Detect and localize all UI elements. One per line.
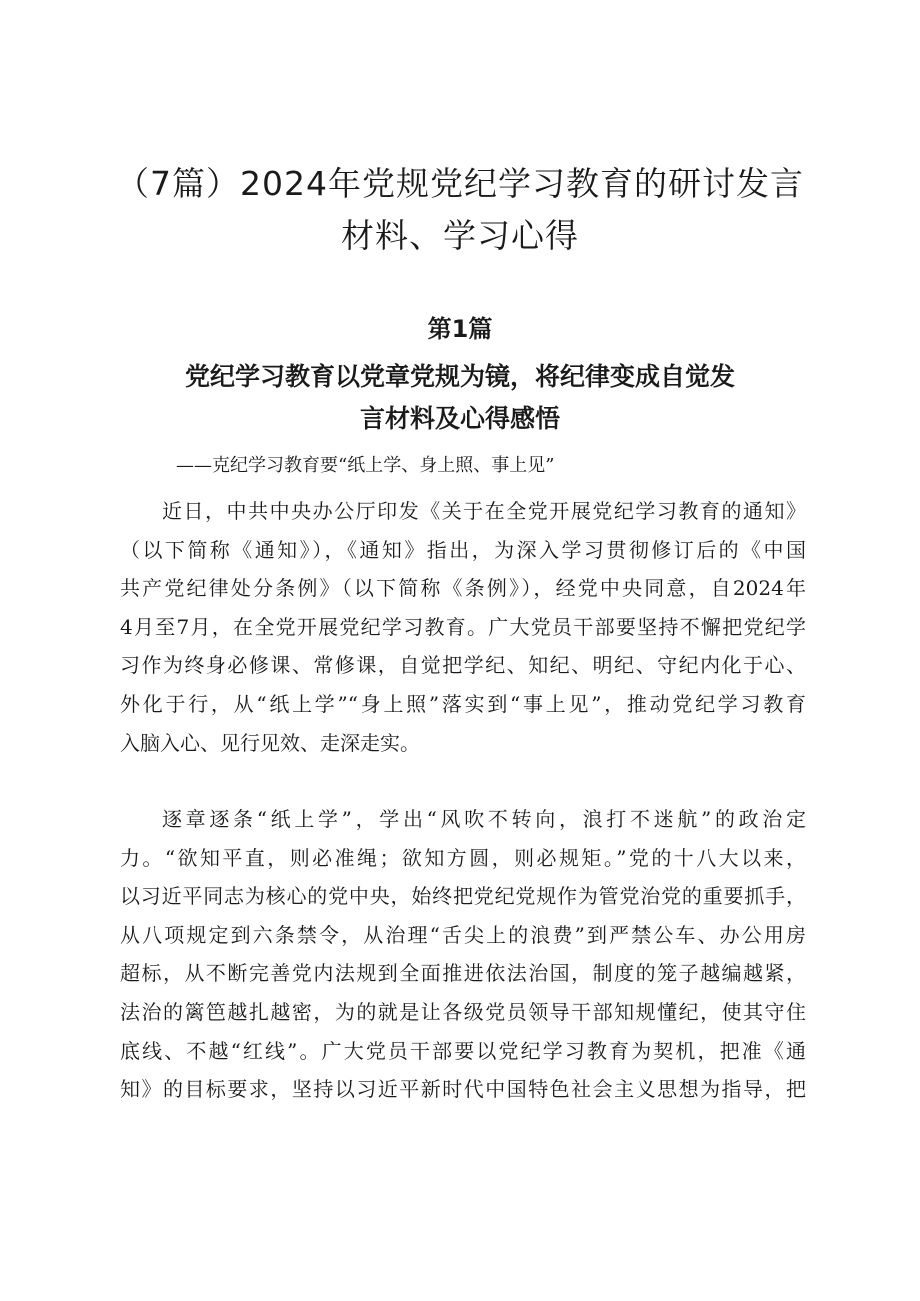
article-title-line-2: 言材料及心得感悟 [359, 404, 560, 433]
paragraph-line: 知》的目标要求，坚持以习近平新时代中国特色社会主义思想为指导，把 [120, 1077, 806, 1102]
paragraph-line: 力。“欲知平直，则必准绳；欲知方圆，则必规矩。”党的十八大以来， [120, 845, 806, 870]
paragraph-line: 4月至7月，在全党开展党纪学习教育。广大党员干部要坚持不懈把党纪学 [120, 614, 806, 639]
paragraph-line: 从八项规定到六条禁令，从治理“舌尖上的浪费”到严禁公车、办公用房 [120, 922, 806, 947]
paragraph-line: 底线、不越“红线”。广大党员干部要以党纪学习教育为契机，把准《通 [120, 1038, 806, 1063]
article-number: 第1篇 [427, 315, 493, 343]
paragraph-line: 近日，中共中央办公厅印发《关于在全党开展党纪学习教育的通知》 [162, 499, 806, 523]
document-title [100, 158, 820, 262]
paragraph-line: 逐章逐条“纸上学”，学出“风吹不转向，浪打不迷航”的政治定 [162, 807, 806, 831]
paragraph-line: 以习近平同志为核心的党中央，始终把党纪党规作为管党治党的重要抓手， [120, 884, 806, 909]
body-paragraph-2 [120, 800, 806, 1109]
paragraph-line: 共产党纪律处分条例》（以下简称《条例》），经党中央同意，自2024年 [120, 576, 806, 601]
paragraph-line: 法治的篱笆越扎越密，为的就是让各级党员领导干部知规懂纪，使其守住 [120, 999, 806, 1024]
paragraph-line: 超标，从不断完善党内法规到全面推进依法治国，制度的笼子越编越紧， [120, 961, 806, 986]
article-subtitle: ——克纪学习教育要“纸上学、身上照、事上见” [176, 455, 555, 476]
article-title [130, 356, 790, 440]
paragraph-line: 习作为终身必修课、常修课，自觉把学纪、知纪、明纪、守纪内化于心、 [120, 653, 806, 678]
paragraph-line: （以下简称《通知》），《通知》指出，为深入学习贯彻修订后的《中国 [120, 537, 806, 562]
document-title-line-2: 材料、学习心得 [341, 216, 579, 255]
document-title-line-1: （7篇）2024年党规党纪学习教育的研讨发言 [116, 164, 804, 203]
body-paragraph-1 [120, 492, 806, 762]
paragraph-line: 外化于行，从“纸上学”“身上照”落实到“事上见”，推动党纪学习教育 [120, 691, 806, 716]
paragraph-line: 入脑入心、见行见效、走深走实。 [120, 730, 420, 755]
article-title-line-1: 党纪学习教育以党章党规为镜，将纪律变成自觉发 [184, 362, 735, 391]
